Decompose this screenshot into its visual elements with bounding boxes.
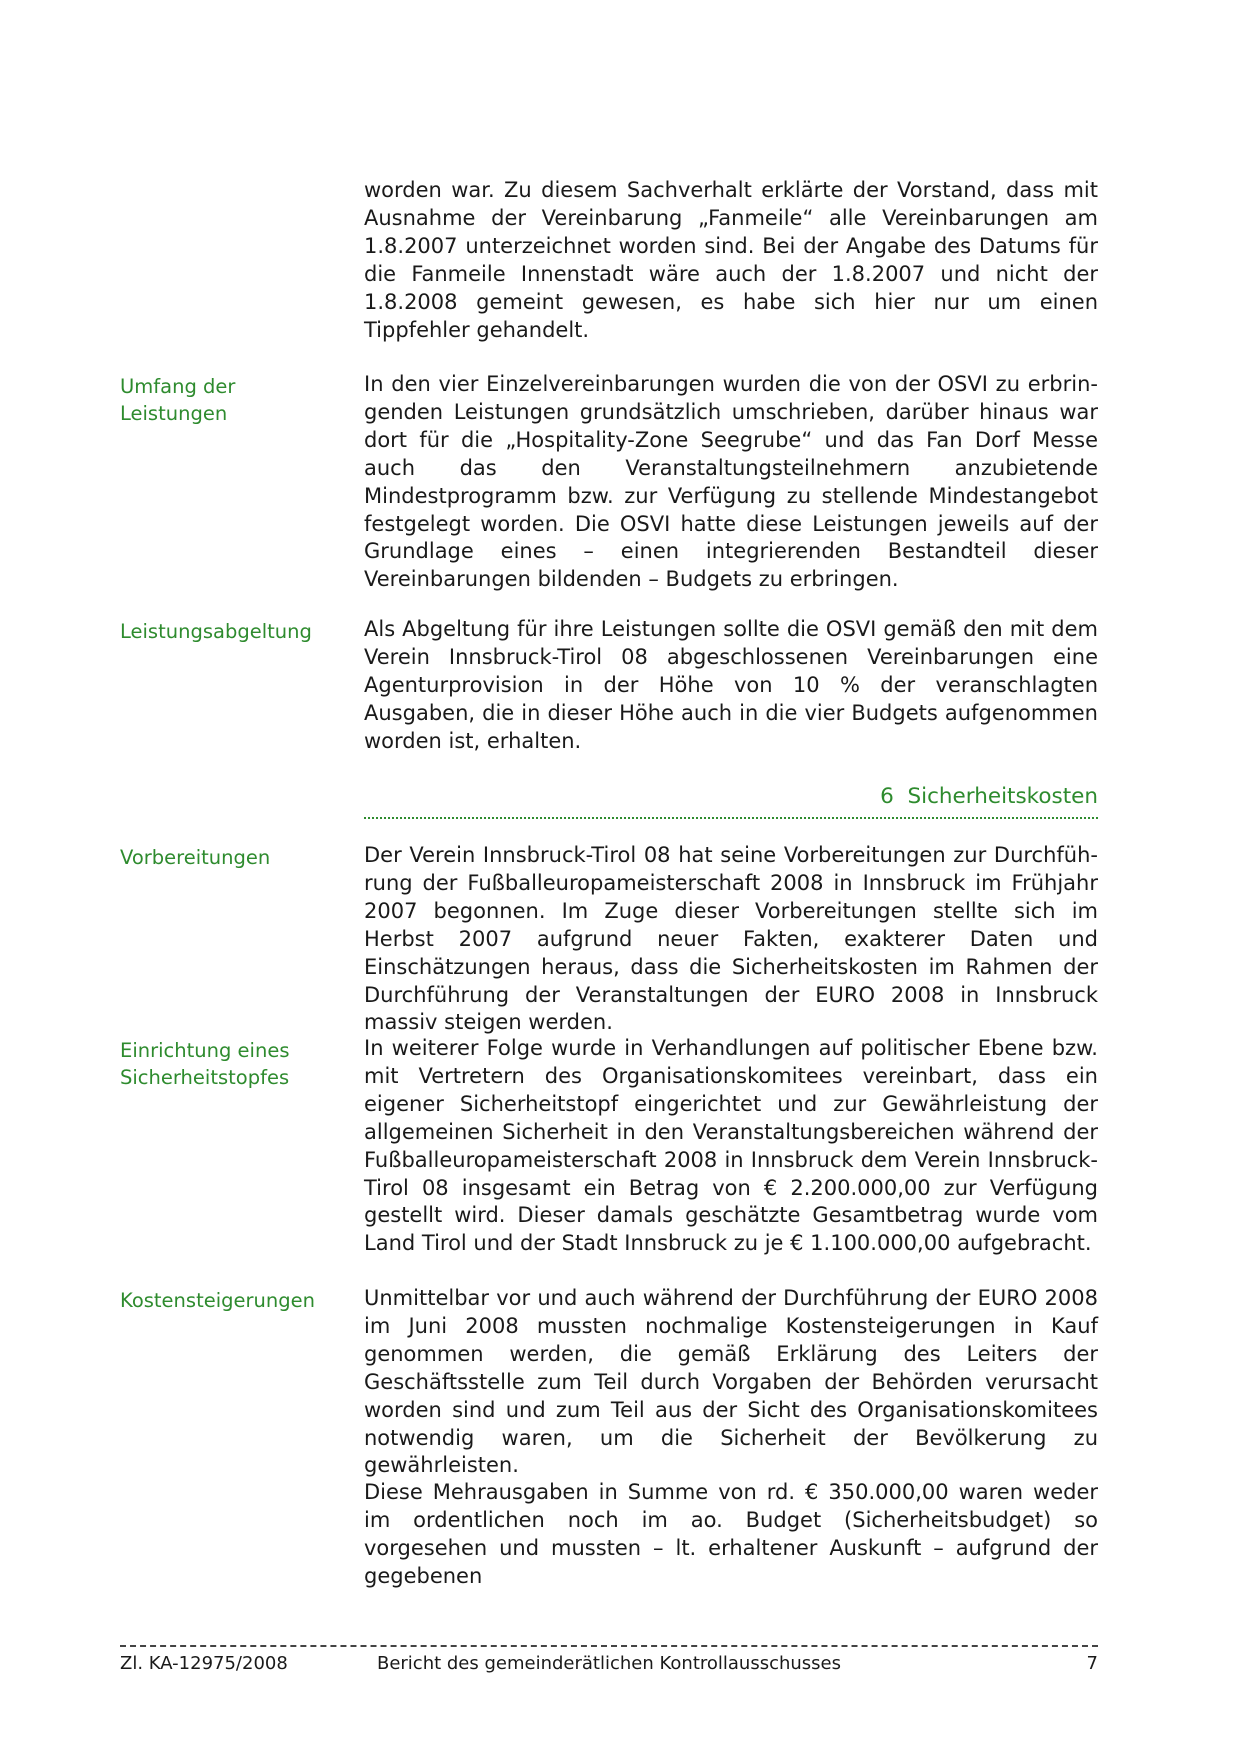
footer-reference: Zl. KA-12975/2008 <box>120 1653 288 1674</box>
paragraph-umfang: In den vier Einzelvereinbarungen wurden die von der OSVI zu erbringenden Leistungen grundsätzlich umschrieben, darüber hinaus war dort für die „Hospitality-Zone Seegrube“ und das Fan Dorf Messe auch das den Veranstaltungsteilnehmern anzubietende Mindestprogramm bzw. zur Verfügung zu stellende Mindestangebot festgelegt worden. Die OSVI hatte diese Leistungen jeweils auf der Grundlage eines – einen integrierenden Bestandteil dieser Vereinbarungen bildenden – Budgets zu erbringen. <box>364 372 1098 592</box>
paragraph-einrichtung: In weiterer Folge wurde in Verhandlungen auf politischer Ebene bzw. mit Vertretern des Organisationskomitees vereinbart, dass ein eigener Sicherheitstopf eingerichtet und zur Gewährleistung der allgemeinen Sicherheit in den Veranstaltungsbereichen während der Fußballeuropameisterschaft 2008 in Innsbruck dem Verein Innsbruck-Tirol 08 insgesamt ein Betrag von € 2.200.000,00 zur Verfügung gestellt wird. Dieser damals geschätzte Gesamtbetrag wurde vom Land Tirol und der Stadt Innsbruck zu je € 1.100.000,00 aufgebracht. <box>364 1036 1098 1256</box>
margin-label-kosten: Kostensteigerungen <box>120 1289 315 1312</box>
margin-label-abgeltung: Leistungsabgeltung <box>120 620 312 643</box>
footer-page-number: 7 <box>1086 1653 1098 1674</box>
footer-title: Bericht des gemeinderätlichen Kontrollausschusses <box>376 1653 842 1674</box>
section-heading <box>364 783 1098 819</box>
paragraph-mehrausgaben: Diese Mehrausgaben in Summe von rd. € 350.000,00 waren weder im ordentlichen noch im ao. Budget (Sicherheitsbudget) so vorgesehen und mussten – lt. erhaltener Auskunft – aufgrund der gegebenen <box>364 1480 1098 1588</box>
section-number: 6 <box>880 784 894 809</box>
margin-label-umfang: Umfang der Leistungen <box>120 375 236 425</box>
paragraph-kosten: Unmittelbar vor und auch während der Durchführung der EURO 2008 im Juni 2008 mussten nochmalige Kostensteigerungen in Kauf genommen werden, die gemäß Erklärung des Leiters der Geschäftsstelle zum Teil durch Vorgaben der Behörden verursacht worden sind und zum Teil aus der Sicht des Organisationskomitees notwendig waren, um die Sicherheit der Bevölkerung zu gewährleisten. <box>364 1286 1098 1478</box>
margin-label-einrichtung-line1: Einrichtung eines <box>120 1039 290 1062</box>
footer-divider <box>120 1645 1098 1647</box>
section-title: Sicherheitskosten <box>907 784 1098 809</box>
margin-label-einrichtung <box>120 1037 345 1091</box>
paragraph-intro: worden war. Zu diesem Sachverhalt erklärte der Vorstand, dass mit Ausnahme der Vereinbarung „Fanmeile“ alle Vereinbarungen am 1.8.2007 unterzeichnet worden sind. Bei der Angabe des Datums für die Fanmeile Innenstadt wäre auch der 1.8.2007 und nicht der 1.8.2008 gemeint gewesen, es habe sich hier nur um einen Tippfehler gehandelt. <box>364 178 1098 342</box>
margin-label-vorbereitungen: Vorbereitungen <box>120 846 271 869</box>
paragraph-vorbereitungen: Der Verein Innsbruck-Tirol 08 hat seine Vorbereitungen zur Durchführung der Fußballeuropameisterschaft 2008 in Innsbruck im Frühjahr 2007 begonnen. Im Zuge dieser Vorbereitungen stellte sich im Herbst 2007 aufgrund neuer Fakten, exakterer Daten und Einschätzungen heraus, dass die Sicherheitskosten im Rahmen der Durchführung der Veranstaltungen der EURO 2008 in Innsbruck massiv steigen werden. <box>364 843 1098 1035</box>
margin-label-einrichtung-line2: Sicherheitstopfes <box>120 1066 290 1089</box>
paragraph-abgeltung: Als Abgeltung für ihre Leistungen sollte die OSVI gemäß den mit dem Verein Innsbruck-Tirol 08 abgeschlossenen Vereinbarungen eine Agenturprovision in der Höhe von 10 % der veranschlagten Ausgaben, die in dieser Höhe auch in die vier Budgets aufgenommen worden ist, erhalten. <box>364 617 1098 753</box>
